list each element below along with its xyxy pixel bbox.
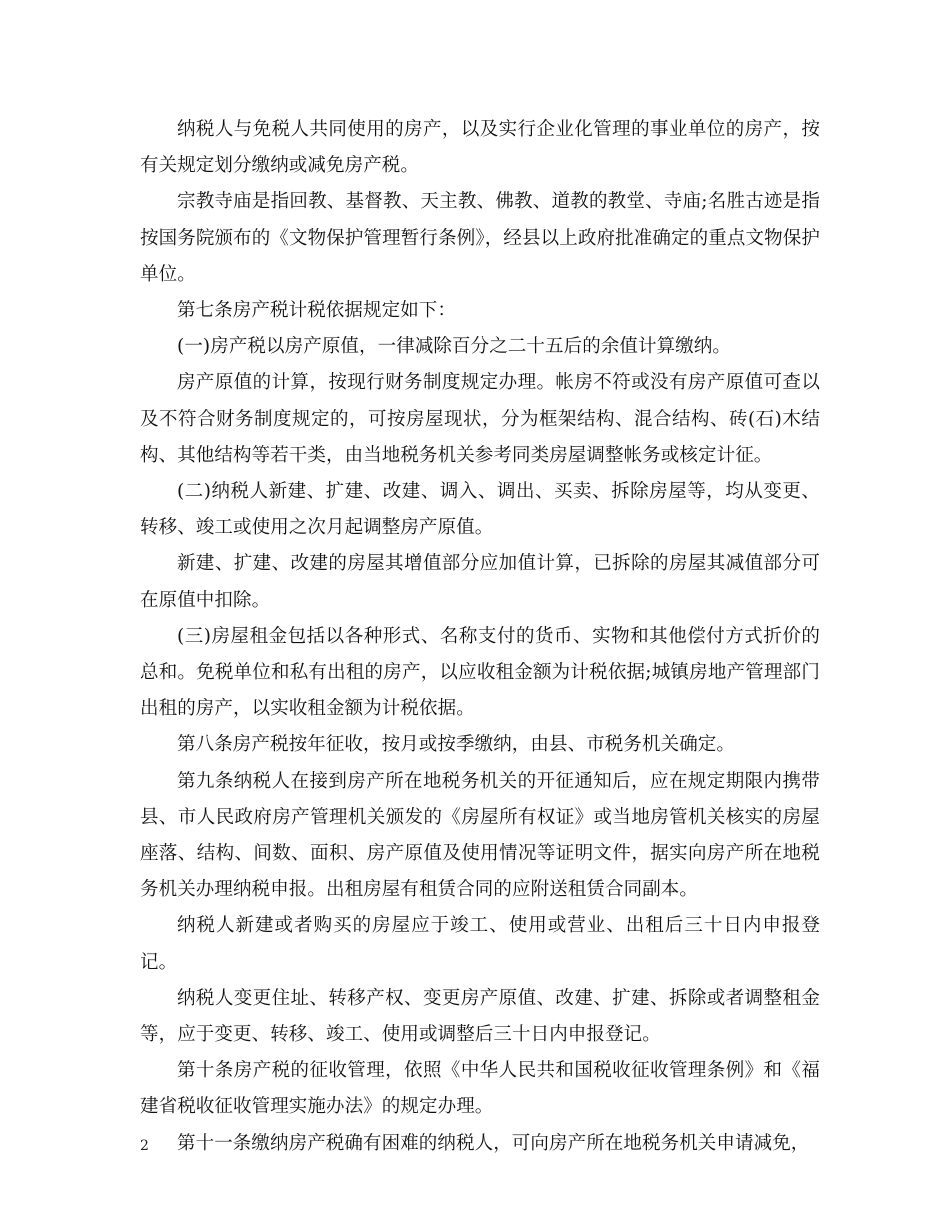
- paragraph-article-10: 第十条房产税的征收管理，依照《中华人民共和国税收征收管理条例》和《福建省税收征收管理实施办法》的规定办理。: [140, 1060, 820, 1118]
- page-number: 2: [140, 1138, 149, 1154]
- paragraph-item-3: (三)房屋租金包括以各种形式、名称支付的货币、实物和其他偿付方式折价的总和。免税单位和私有出租的房产，以应收租金额为计税依据;城镇房地产管理部门出租的房产，以实收租金额为计税依据。: [140, 625, 820, 720]
- paragraph-item-2: (二)纳税人新建、扩建、改建、调入、调出、买卖、拆除房屋等，均从变更、转移、竣工或使用之次月起调整房产原值。: [140, 481, 820, 539]
- paragraph-change-registration: 纳税人变更住址、转移产权、变更房产原值、改建、扩建、拆除或者调整租金等，应于变更、转移、竣工、使用或调整后三十日内申报登记。: [140, 987, 820, 1046]
- paragraph-article-9: 第九条纳税人在接到房产所在地税务机关的开征通知后，应在规定期限内携带县、市人民政府房产管理机关颁发的《房屋所有权证》或当地房管机关核实的房屋座落、结构、间数、面积、房产原值及使用情况等证明文件，据实向房产所在地税务机关办理纳税申报。出租房屋有租赁合同的应附送租赁合同副本。: [140, 770, 820, 901]
- document-body: [140, 112, 820, 1162]
- paragraph-new-property-registration: 纳税人新建或者购买的房屋应于竣工、使用或营业、出租后三十日内申报登记。: [140, 915, 820, 973]
- paragraph-article-7: 第七条房产税计税依据规定如下：: [177, 300, 457, 322]
- paragraph-article-11: 第十一条缴纳房产税确有困难的纳税人，可向房产所在地税务机关申请减免，: [177, 1132, 810, 1154]
- paragraph-article-8: 第八条房产税按年征收，按月或按季缴纳，由县、市税务机关确定。: [177, 734, 736, 756]
- paragraph-religious-sites: 宗教寺庙是指回教、基督教、天主教、佛教、道教的教堂、寺庙;名胜古迹是指按国务院颁布的《文物保护管理暂行条例》，经县以上政府批准确定的重点文物保护单位。: [140, 191, 820, 285]
- paragraph-shared-use-property: 纳税人与免税人共同使用的房产，以及实行企业化管理的事业单位的房产，按有关规定划分缴纳或减免房产税。: [140, 119, 820, 177]
- paragraph-value-adjustment: 新建、扩建、改建的房屋其增值部分应加值计算，已拆除的房屋其减值部分可在原值中扣除。: [140, 553, 820, 611]
- paragraph-item-1: (一)房产税以房产原值，一律减除百分之二十五后的余值计算缴纳。: [177, 336, 732, 358]
- paragraph-original-value: 房产原值的计算，按现行财务制度规定办理。帐房不符或没有房产原值可查以及不符合财务制度规定的，可按房屋现状，分为框架结构、混合结构、砖(石)木结构、其他结构等若干类，由当地税务机关参考同类房屋调整帐务或核定计征。: [140, 372, 820, 466]
